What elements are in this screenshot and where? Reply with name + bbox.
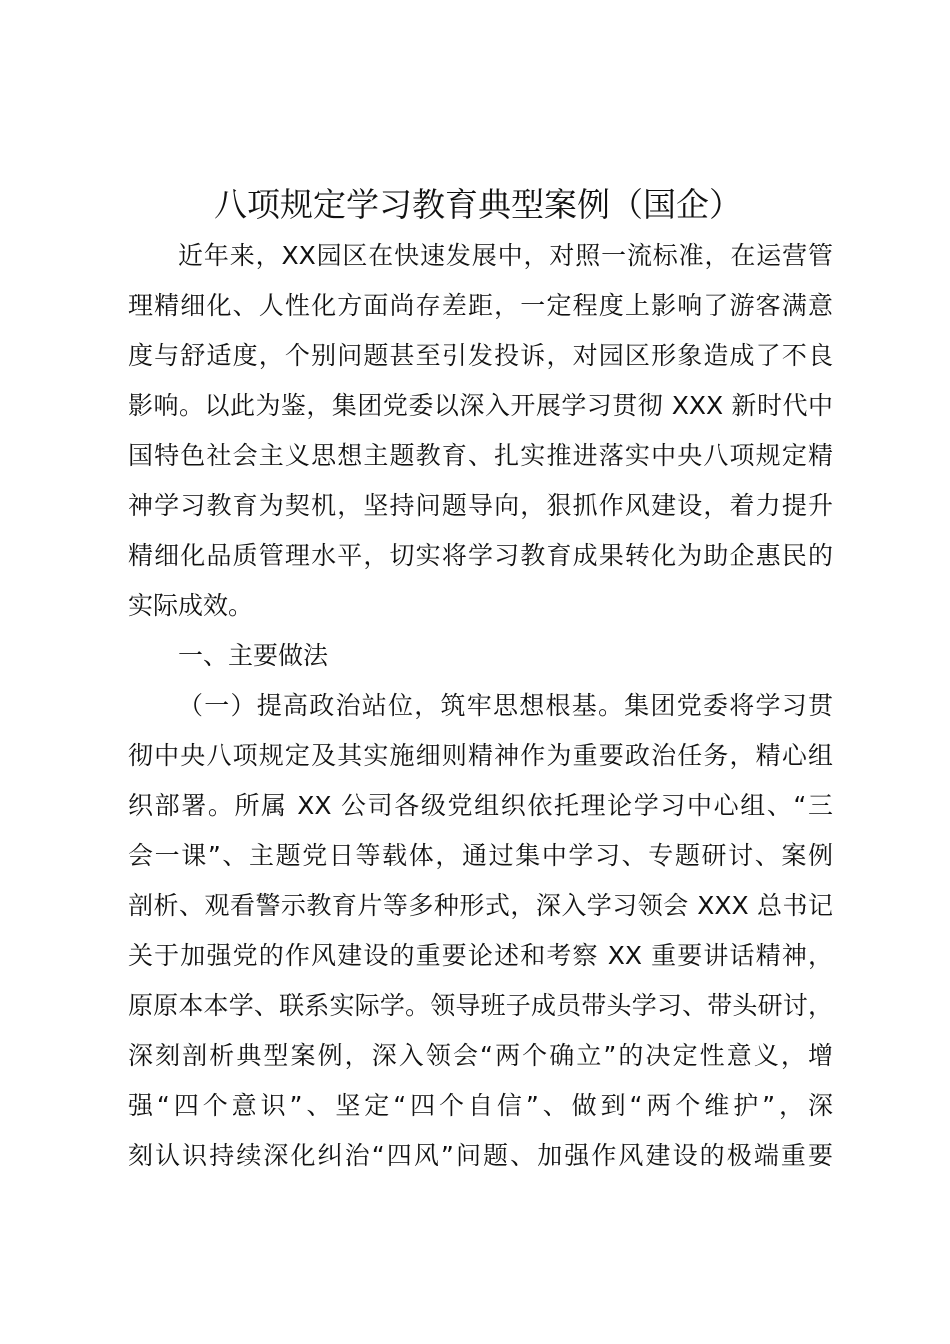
text-line: 强“四个意识”、坚定“四个自信”、做到“两个维护”，深 [128,1091,833,1120]
text-line: 度与舒适度，个别问题甚至引发投诉，对园区形象造成了不良 [128,341,833,370]
text-line: 近年来，XX园区在快速发展中，对照一流标准，在运营管 [178,241,833,270]
text-line: 实际成效。 [128,591,254,620]
text-line: 关于加强党的作风建设的重要论述和考察 XX 重要讲话精神， [128,941,833,970]
text-line: 精细化品质管理水平，切实将学习教育成果转化为助企惠民的 [128,541,833,570]
text-line: 一、主要做法 [178,641,329,670]
text-line: 深刻剖析典型案例，深入领会“两个确立”的决定性意义，增 [128,1041,833,1070]
text-line: 织部署。所属 XX 公司各级党组织依托理论学习中心组、“三 [128,791,833,820]
text-line: 剖析、观看警示教育片等多种形式，深入学习领会 XXX 总书记 [128,891,833,920]
text-line: 影响。以此为鉴，集团党委以深入开展学习贯彻 XXX 新时代中 [128,391,833,420]
text-line: 彻中央八项规定及其实施细则精神作为重要政治任务，精心组 [128,741,833,770]
text-line: 国特色社会主义思想主题教育、扎实推进落实中央八项规定精 [128,441,833,470]
text-line: 原原本本学、联系实际学。领导班子成员带头学习、带头研讨， [128,991,833,1020]
document-title: 八项规定学习教育典型案例（国企） [214,185,742,224]
text-line: 会一课”、主题党日等载体，通过集中学习、专题研讨、案例 [128,841,833,870]
text-line: 神学习教育为契机，坚持问题导向，狠抓作风建设，着力提升 [128,491,833,520]
text-line: 理精细化、人性化方面尚存差距，一定程度上影响了游客满意 [128,291,833,320]
document-body [128,231,833,1181]
text-line: 刻认识持续深化纠治“四风”问题、加强作风建设的极端重要 [128,1141,833,1170]
text-line: （一）提高政治站位，筑牢思想根基。集团党委将学习贯 [178,691,833,720]
